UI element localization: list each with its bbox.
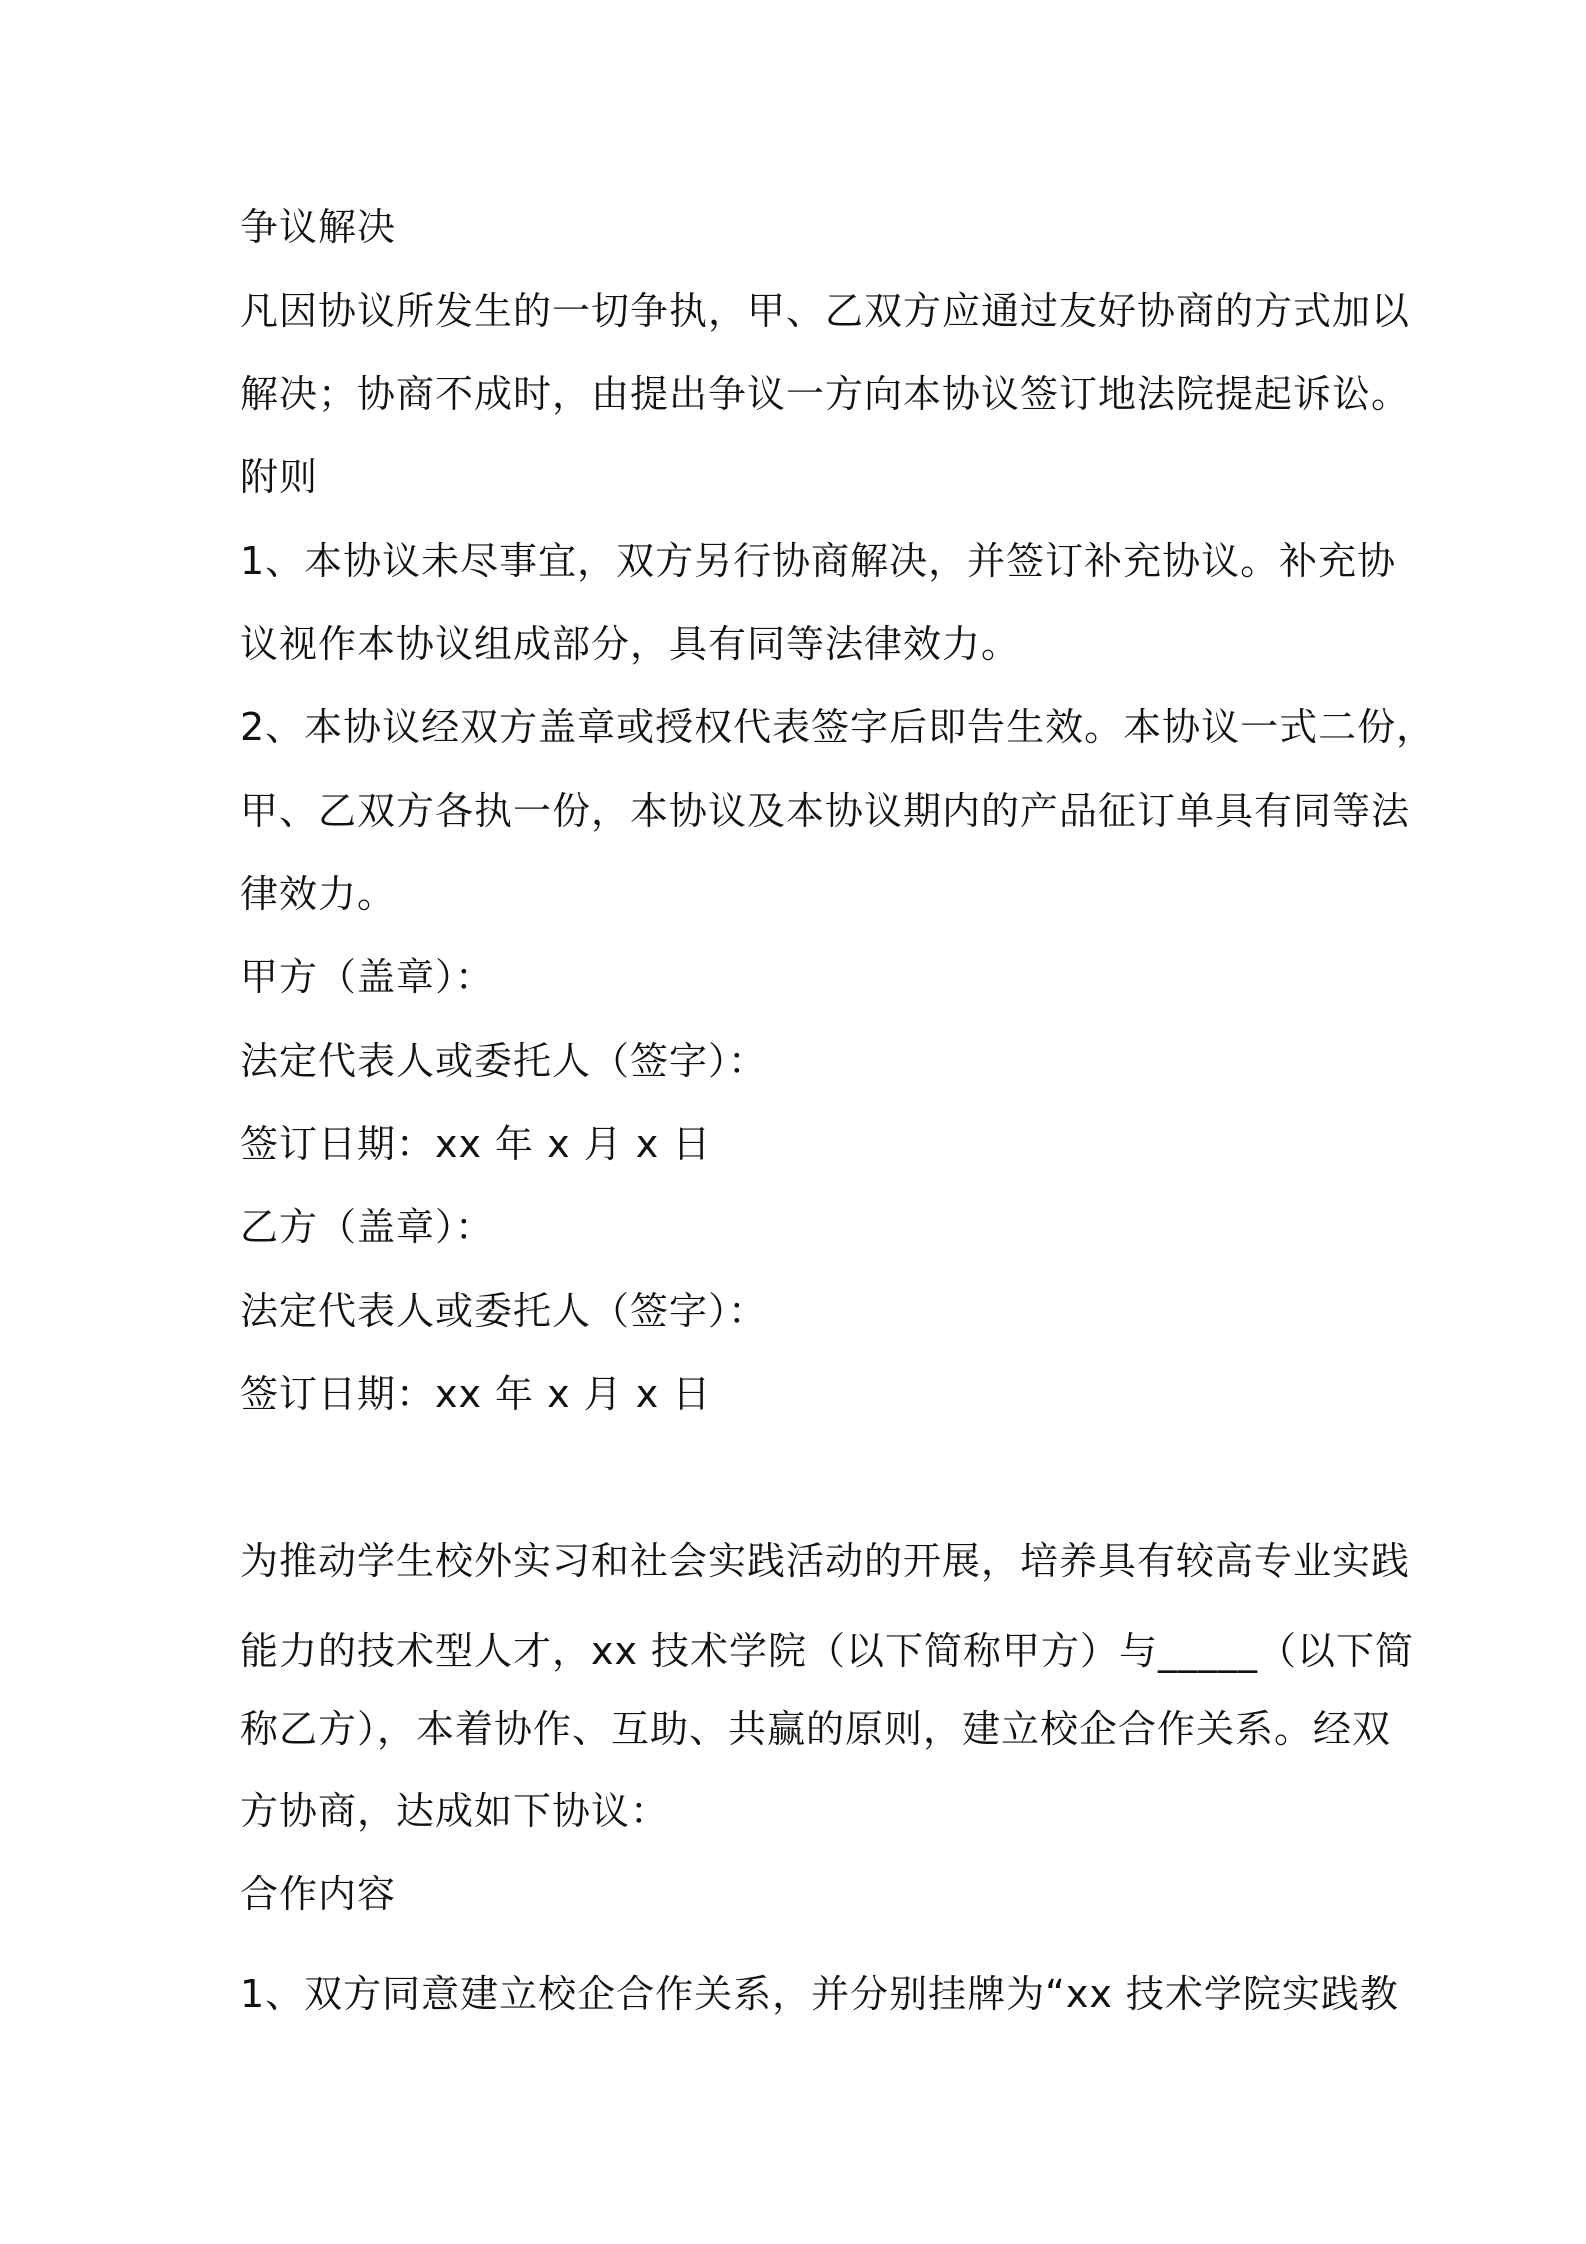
- paragraph-line: 律效力。: [240, 872, 397, 916]
- party-a-seal-label: 甲方（盖章）：: [240, 955, 495, 999]
- paragraph-line: 解决；协商不成时，由提出争议一方向本协议签订地法院提起诉讼。: [240, 372, 1411, 416]
- paragraph-line: 1、双方同意建立校企合作关系，并分别挂牌为“xx 技术学院实践教: [240, 1972, 1399, 2016]
- party-a-sign-date: 签订日期：xx 年 x 月 x 日: [240, 1122, 712, 1166]
- paragraph-line: 为推动学生校外实习和社会实践活动的开展，培养具有较高专业实践: [240, 1539, 1411, 1583]
- paragraph-line: 甲、乙双方各执一份，本协议及本协议期内的产品征订单具有同等法: [240, 789, 1411, 833]
- heading-supplementary-provisions: 附则: [240, 455, 319, 499]
- paragraph-line: 议视作本协议组成部分，具有同等法律效力。: [240, 622, 1021, 666]
- party-b-representative-label: 法定代表人或委托人（签字）：: [240, 1289, 768, 1333]
- paragraph-line: 2、本协议经双方盖章或授权代表签字后即告生效。本协议一式二份，: [240, 705, 1436, 749]
- paragraph-line: 称乙方），本着协作、互助、共赢的原则，建立校企合作关系。经双: [240, 1707, 1392, 1751]
- party-b-sign-date: 签订日期：xx 年 x 月 x 日: [240, 1372, 712, 1416]
- paragraph-line: 方协商，达成如下协议：: [240, 1789, 670, 1833]
- heading-dispute-resolution: 争议解决: [240, 205, 397, 249]
- heading-cooperation-content: 合作内容: [240, 1872, 397, 1916]
- paragraph-line: 能力的技术型人才，xx 技术学院（以下简称甲方）与_____（以下简: [240, 1629, 1415, 1673]
- party-b-seal-label: 乙方（盖章）：: [240, 1205, 495, 1249]
- party-a-representative-label: 法定代表人或委托人（签字）：: [240, 1039, 768, 1083]
- paragraph-line: 凡因协议所发生的一切争执，甲、乙双方应通过友好协商的方式加以: [240, 289, 1411, 333]
- paragraph-line: 1、本协议未尽事宜，双方另行协商解决，并签订补充协议。补充协: [240, 539, 1397, 583]
